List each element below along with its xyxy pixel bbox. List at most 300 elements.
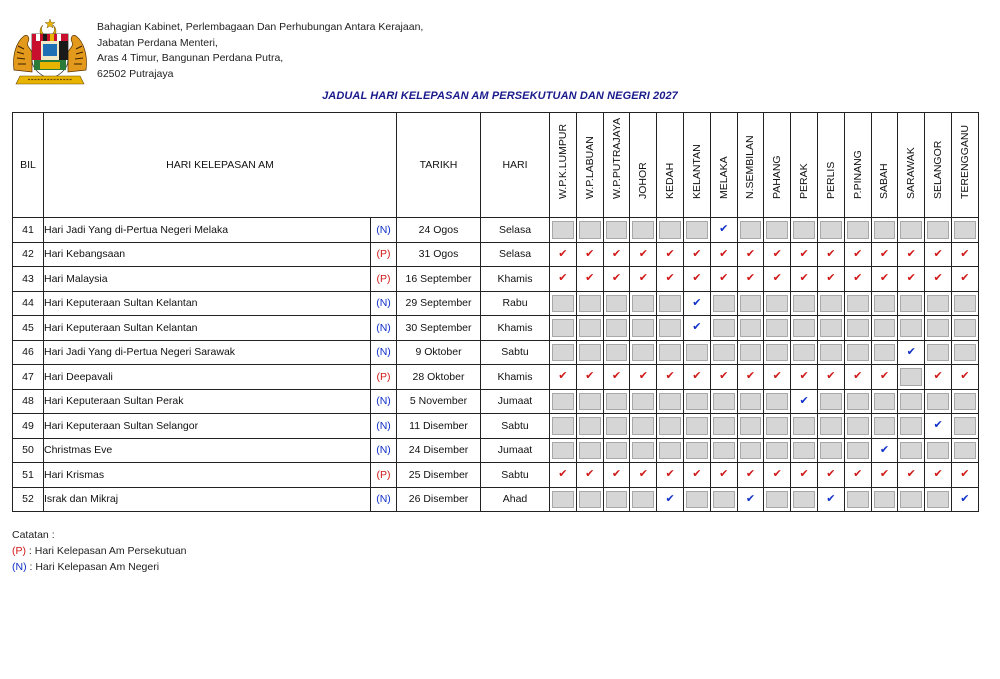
grey-block (954, 393, 976, 411)
check-icon: ✔ (853, 272, 863, 285)
grey-block (552, 319, 574, 337)
not-observed-cell (684, 389, 711, 414)
not-observed-cell (871, 291, 898, 316)
holiday-type: (P) (371, 463, 397, 488)
not-observed-cell (817, 438, 844, 463)
header-state (550, 113, 577, 218)
grey-block (606, 221, 628, 239)
not-observed-cell (871, 218, 898, 243)
check-icon: ✔ (799, 468, 809, 481)
office-address (97, 20, 423, 82)
check-icon: ✔ (826, 272, 836, 285)
grey-block (659, 221, 681, 239)
holiday-day: Ahad (481, 487, 550, 512)
table-row (13, 340, 979, 365)
not-observed-cell (898, 291, 925, 316)
grey-block (632, 221, 654, 239)
check-icon: ✔ (585, 370, 595, 383)
grey-block (847, 221, 869, 239)
holiday-date: 30 September (397, 316, 481, 341)
check-icon: ✔ (772, 247, 782, 260)
check-icon: ✔ (745, 272, 756, 285)
not-observed-cell (898, 218, 925, 243)
state-tag: (N) (12, 561, 27, 573)
holiday-observed-cell (710, 267, 737, 292)
check-icon: ✔ (906, 247, 916, 260)
not-observed-cell (630, 218, 657, 243)
not-observed-cell (764, 218, 791, 243)
holiday-observed-cell (925, 365, 952, 390)
holiday-observed-cell (871, 267, 898, 292)
holiday-observed-cell (951, 487, 978, 512)
holiday-observed-cell (550, 463, 577, 488)
grey-block (579, 442, 601, 460)
check-icon: ✔ (611, 247, 622, 260)
header-state (898, 113, 925, 218)
grey-block (874, 295, 896, 313)
grey-block (606, 417, 628, 435)
holiday-observed-cell (710, 218, 737, 243)
holiday-type: (N) (371, 438, 397, 463)
not-observed-cell (550, 291, 577, 316)
check-icon: ✔ (719, 247, 729, 260)
not-observed-cell (951, 316, 978, 341)
holiday-name: Hari Jadi Yang di-Pertua Negeri Sarawak (44, 340, 371, 365)
holiday-observed-cell (737, 242, 764, 267)
header-state (684, 113, 711, 218)
grey-block (820, 393, 842, 411)
check-icon: ✔ (638, 272, 648, 285)
holiday-name: Hari Krismas (44, 463, 371, 488)
header-state (764, 113, 791, 218)
holiday-observed-cell (603, 242, 630, 267)
not-observed-cell (576, 414, 603, 439)
not-observed-cell (710, 316, 737, 341)
holiday-day: Sabtu (481, 463, 550, 488)
not-observed-cell (603, 218, 630, 243)
check-icon: ✔ (638, 370, 648, 383)
check-icon: ✔ (692, 247, 702, 260)
header-row (13, 113, 979, 218)
not-observed-cell (657, 438, 684, 463)
holiday-name: Hari Deepavali (44, 365, 371, 390)
holiday-observed-cell (657, 242, 684, 267)
not-observed-cell (791, 414, 818, 439)
grey-block (686, 491, 708, 509)
check-icon: ✔ (665, 492, 675, 505)
not-observed-cell (657, 389, 684, 414)
grey-block (606, 295, 628, 313)
table-row (13, 438, 979, 463)
check-icon: ✔ (960, 272, 970, 285)
holiday-day: Khamis (481, 316, 550, 341)
not-observed-cell (576, 316, 603, 341)
holiday-observed-cell (657, 365, 684, 390)
grey-block (874, 319, 896, 337)
grey-block (874, 344, 896, 362)
not-observed-cell (710, 438, 737, 463)
check-icon: ✔ (719, 272, 729, 285)
state-name: P.PINANG (851, 150, 864, 199)
holiday-date: 16 September (397, 267, 481, 292)
grey-block (632, 295, 654, 313)
state-name: TERENGGANU (958, 124, 971, 199)
not-observed-cell (817, 218, 844, 243)
holiday-observed-cell (817, 463, 844, 488)
holiday-type: (P) (371, 242, 397, 267)
not-observed-cell (630, 316, 657, 341)
holiday-observed-cell (710, 365, 737, 390)
check-icon: ✔ (799, 247, 809, 260)
table-body (13, 218, 979, 512)
holiday-observed-cell (791, 267, 818, 292)
check-icon: ✔ (879, 468, 890, 481)
not-observed-cell (657, 340, 684, 365)
holiday-observed-cell (791, 242, 818, 267)
grey-block (954, 344, 976, 362)
holiday-observed-cell (951, 365, 978, 390)
grey-block (552, 393, 574, 411)
grey-block (606, 393, 628, 411)
not-observed-cell (630, 340, 657, 365)
not-observed-cell (844, 438, 871, 463)
grey-block (900, 417, 922, 435)
not-observed-cell (925, 316, 952, 341)
not-observed-cell (603, 389, 630, 414)
holiday-observed-cell (925, 414, 952, 439)
check-icon: ✔ (853, 370, 863, 383)
not-observed-cell (844, 414, 871, 439)
grey-block (820, 295, 842, 313)
not-observed-cell (925, 487, 952, 512)
holiday-observed-cell (710, 242, 737, 267)
header-day: HARI (481, 113, 550, 218)
not-observed-cell (630, 438, 657, 463)
header-state (791, 113, 818, 218)
grey-block (552, 442, 574, 460)
holiday-type: (N) (371, 291, 397, 316)
note-state (12, 559, 187, 575)
grey-block (686, 417, 708, 435)
not-observed-cell (550, 438, 577, 463)
grey-block (579, 319, 601, 337)
holiday-observed-cell (817, 267, 844, 292)
holiday-observed-cell (550, 267, 577, 292)
holiday-name: Hari Keputeraan Sultan Kelantan (44, 316, 371, 341)
header-state (817, 113, 844, 218)
header-state (603, 113, 630, 218)
header-state (951, 113, 978, 218)
grey-block (900, 442, 922, 460)
check-icon: ✔ (826, 492, 836, 505)
holiday-day: Rabu (481, 291, 550, 316)
check-icon: ✔ (665, 370, 675, 383)
grey-block (847, 295, 869, 313)
not-observed-cell (871, 414, 898, 439)
not-observed-cell (925, 291, 952, 316)
holiday-observed-cell (871, 463, 898, 488)
holiday-type: (P) (371, 267, 397, 292)
header-date: TARIKH (397, 113, 481, 218)
not-observed-cell (550, 487, 577, 512)
not-observed-cell (630, 414, 657, 439)
check-icon: ✔ (960, 247, 970, 260)
table-row (13, 487, 979, 512)
holiday-observed-cell (630, 242, 657, 267)
grey-block (713, 417, 735, 435)
state-name: PERLIS (824, 161, 837, 199)
holiday-day: Sabtu (481, 414, 550, 439)
not-observed-cell (576, 438, 603, 463)
holiday-observed-cell (871, 438, 898, 463)
check-icon: ✔ (745, 370, 756, 383)
not-observed-cell (737, 340, 764, 365)
not-observed-cell (844, 487, 871, 512)
address-line: 62502 Putrajaya (97, 67, 174, 80)
check-icon: ✔ (611, 468, 622, 481)
not-observed-cell (791, 487, 818, 512)
state-name: SARAWAK (905, 147, 918, 199)
not-observed-cell (817, 389, 844, 414)
holiday-observed-cell (951, 242, 978, 267)
not-observed-cell (764, 389, 791, 414)
not-observed-cell (684, 414, 711, 439)
holiday-observed-cell (844, 267, 871, 292)
grey-block (579, 417, 601, 435)
state-name: MELAKA (717, 156, 730, 199)
grey-block (954, 319, 976, 337)
check-icon: ✔ (585, 468, 595, 481)
header-holiday-name: HARI KELEPASAN AM (44, 113, 397, 218)
grey-block (847, 442, 869, 460)
grey-block (927, 442, 949, 460)
notes (12, 527, 187, 575)
check-icon: ✔ (826, 468, 836, 481)
not-observed-cell (844, 218, 871, 243)
not-observed-cell (603, 438, 630, 463)
check-icon: ✔ (745, 247, 756, 260)
not-observed-cell (603, 414, 630, 439)
holiday-observed-cell (764, 242, 791, 267)
not-observed-cell (871, 340, 898, 365)
not-observed-cell (603, 291, 630, 316)
grey-block (632, 319, 654, 337)
holiday-observed-cell (898, 242, 925, 267)
check-icon: ✔ (799, 272, 809, 285)
state-name: KEDAH (664, 162, 677, 199)
grey-block (740, 295, 762, 313)
state-name: N.SEMBILAN (744, 135, 757, 199)
table-row (13, 463, 979, 488)
row-number: 43 (13, 267, 44, 292)
holiday-observed-cell (898, 340, 925, 365)
holiday-date: 9 Oktober (397, 340, 481, 365)
holiday-name: Hari Keputeraan Sultan Selangor (44, 414, 371, 439)
grey-block (847, 491, 869, 509)
holiday-name: Hari Keputeraan Sultan Kelantan (44, 291, 371, 316)
table-row (13, 316, 979, 341)
not-observed-cell (791, 438, 818, 463)
check-icon: ✔ (692, 321, 702, 334)
not-observed-cell (871, 389, 898, 414)
check-icon: ✔ (719, 370, 729, 383)
not-observed-cell (791, 291, 818, 316)
holiday-observed-cell (925, 242, 952, 267)
holiday-type: (P) (371, 365, 397, 390)
holiday-name: Hari Kebangsaan (44, 242, 371, 267)
not-observed-cell (576, 340, 603, 365)
check-icon: ✔ (960, 370, 970, 383)
state-label: : Hari Kelepasan Am Negeri (29, 561, 160, 573)
not-observed-cell (925, 218, 952, 243)
not-observed-cell (550, 340, 577, 365)
holiday-observed-cell (657, 487, 684, 512)
state-name: PERAK (798, 163, 811, 199)
grey-block (552, 417, 574, 435)
not-observed-cell (576, 389, 603, 414)
grey-block (740, 221, 762, 239)
check-icon: ✔ (933, 272, 943, 285)
check-icon: ✔ (906, 345, 916, 358)
not-observed-cell (657, 316, 684, 341)
not-observed-cell (657, 414, 684, 439)
check-icon: ✔ (799, 394, 809, 407)
holiday-observed-cell (791, 389, 818, 414)
not-observed-cell (603, 487, 630, 512)
holiday-name: Hari Malaysia (44, 267, 371, 292)
holiday-observed-cell (737, 365, 764, 390)
not-observed-cell (951, 438, 978, 463)
header-state (576, 113, 603, 218)
grey-block (552, 295, 574, 313)
check-icon: ✔ (745, 492, 756, 505)
grey-block (900, 491, 922, 509)
check-icon: ✔ (719, 223, 729, 236)
check-icon: ✔ (933, 247, 943, 260)
grey-block (820, 221, 842, 239)
grey-block (793, 319, 815, 337)
grey-block (820, 319, 842, 337)
table-row (13, 414, 979, 439)
not-observed-cell (925, 438, 952, 463)
holiday-observed-cell (710, 463, 737, 488)
not-observed-cell (951, 218, 978, 243)
not-observed-cell (550, 389, 577, 414)
grey-block (713, 295, 735, 313)
grey-block (713, 442, 735, 460)
grey-block (874, 393, 896, 411)
holiday-name: Hari Keputeraan Sultan Perak (44, 389, 371, 414)
table-row (13, 218, 979, 243)
grey-block (659, 319, 681, 337)
not-observed-cell (871, 316, 898, 341)
check-icon: ✔ (558, 272, 568, 285)
grey-block (847, 344, 869, 362)
not-observed-cell (898, 438, 925, 463)
holiday-observed-cell (630, 463, 657, 488)
not-observed-cell (710, 340, 737, 365)
grey-block (927, 344, 949, 362)
holiday-observed-cell (844, 365, 871, 390)
state-name: JOHOR (637, 162, 650, 199)
notes-heading: Catatan : (12, 529, 55, 541)
grey-block (793, 417, 815, 435)
document-title: JADUAL HARI KELEPASAN AM PERSEKUTUAN DAN NEGERI 2027 (322, 90, 678, 102)
not-observed-cell (737, 438, 764, 463)
check-icon: ✔ (879, 370, 890, 383)
grey-block (766, 295, 788, 313)
holiday-observed-cell (550, 365, 577, 390)
holiday-date: 26 Disember (397, 487, 481, 512)
grey-block (579, 344, 601, 362)
row-number: 52 (13, 487, 44, 512)
check-icon: ✔ (826, 247, 836, 260)
check-icon: ✔ (906, 272, 916, 285)
holiday-day: Khamis (481, 267, 550, 292)
grey-block (606, 491, 628, 509)
not-observed-cell (951, 414, 978, 439)
holiday-date: 11 Disember (397, 414, 481, 439)
check-icon: ✔ (692, 272, 702, 285)
table-row (13, 242, 979, 267)
not-observed-cell (791, 340, 818, 365)
not-observed-cell (684, 487, 711, 512)
grey-block (900, 368, 922, 386)
not-observed-cell (710, 487, 737, 512)
not-observed-cell (710, 389, 737, 414)
holiday-observed-cell (898, 267, 925, 292)
not-observed-cell (576, 291, 603, 316)
holiday-observed-cell (817, 242, 844, 267)
grey-block (793, 295, 815, 313)
holiday-observed-cell (925, 463, 952, 488)
grey-block (713, 344, 735, 362)
grey-block (766, 221, 788, 239)
not-observed-cell (737, 316, 764, 341)
not-observed-cell (844, 316, 871, 341)
holiday-observed-cell (603, 267, 630, 292)
not-observed-cell (817, 316, 844, 341)
grey-block (659, 295, 681, 313)
holiday-day: Jumaat (481, 389, 550, 414)
grey-block (927, 295, 949, 313)
holiday-day: Selasa (481, 242, 550, 267)
not-observed-cell (764, 316, 791, 341)
grey-block (740, 442, 762, 460)
table-row (13, 267, 979, 292)
not-observed-cell (817, 414, 844, 439)
grey-block (552, 491, 574, 509)
not-observed-cell (576, 218, 603, 243)
not-observed-cell (898, 487, 925, 512)
grey-block (552, 344, 574, 362)
not-observed-cell (871, 487, 898, 512)
row-number: 47 (13, 365, 44, 390)
grey-block (766, 393, 788, 411)
header-state (844, 113, 871, 218)
holiday-observed-cell (684, 463, 711, 488)
grey-block (927, 319, 949, 337)
holiday-date: 29 September (397, 291, 481, 316)
check-icon: ✔ (585, 247, 595, 260)
holiday-observed-cell (764, 463, 791, 488)
not-observed-cell (791, 218, 818, 243)
grey-block (686, 393, 708, 411)
holiday-date: 25 Disember (397, 463, 481, 488)
not-observed-cell (737, 291, 764, 316)
row-number: 51 (13, 463, 44, 488)
grey-block (900, 221, 922, 239)
